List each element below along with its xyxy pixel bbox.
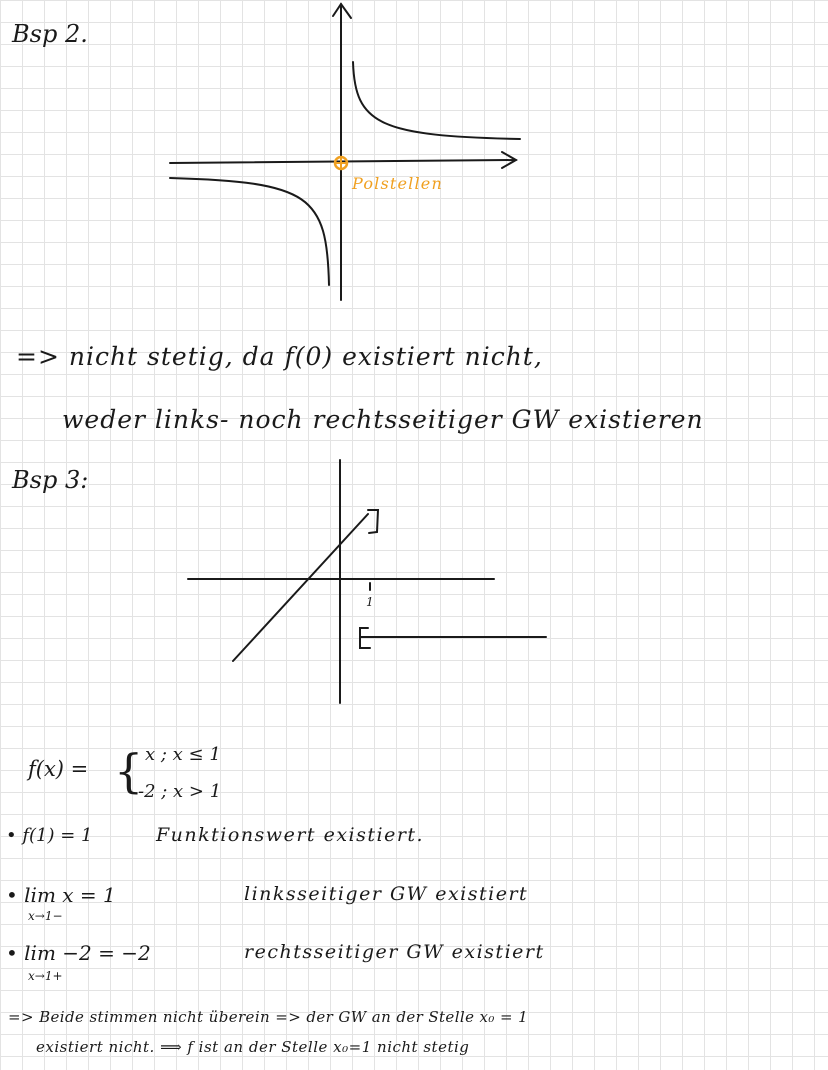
bullet1-expr: • f(1) = 1 [6, 825, 93, 846]
piecewise-case2: -2 ; x > 1 [138, 781, 222, 802]
graph2-tick-label: 1 [366, 595, 374, 609]
heading-example-3: Bsp 3: [12, 466, 89, 494]
line-segment-x [233, 514, 368, 661]
bullet2-sub: x→1− [28, 909, 63, 923]
piecewise-lhs: f(x) = [28, 757, 89, 781]
graph1-x-axis [170, 160, 516, 163]
piecewise-case1: x ; x ≤ 1 [145, 744, 221, 765]
graph1-branch-right [353, 62, 520, 139]
bullet3-expr: • lim −2 = −2 [6, 941, 151, 965]
bullet3-note: rechtsseitiger GW existiert [244, 941, 545, 963]
conclusion1-line1: => nicht stetig, da f(0) existiert nicht, [16, 342, 543, 371]
conclusion2-line2: existiert nicht. ⟹ f ist an der Stelle x₀=1 nicht stetig [36, 1038, 470, 1056]
graph1-x-axis-arrow [502, 152, 516, 168]
bullet2-note: linksseitiger GW existiert [244, 883, 529, 905]
graph1-branch-left [170, 178, 329, 285]
closed-bracket-right [368, 510, 378, 533]
conclusion2-line1: => Beide stimmen nicht überein => der GW an der Stelle x₀ = 1 [8, 1008, 529, 1026]
pole-label: Polstellen [352, 174, 443, 193]
pole-marker [335, 157, 347, 169]
piecewise-brace: { [114, 744, 144, 798]
open-bracket-left [360, 628, 370, 648]
bullet3-sub: x→1+ [28, 969, 63, 983]
graph1-y-axis-arrow [333, 4, 351, 18]
bullet1-note: Funktionswert existiert. [156, 824, 425, 846]
bullet2-expr: • lim x = 1 [6, 883, 116, 907]
conclusion1-line2: weder links- noch rechtsseitiger GW existieren [62, 405, 704, 434]
heading-example-2: Bsp 2. [12, 20, 88, 48]
